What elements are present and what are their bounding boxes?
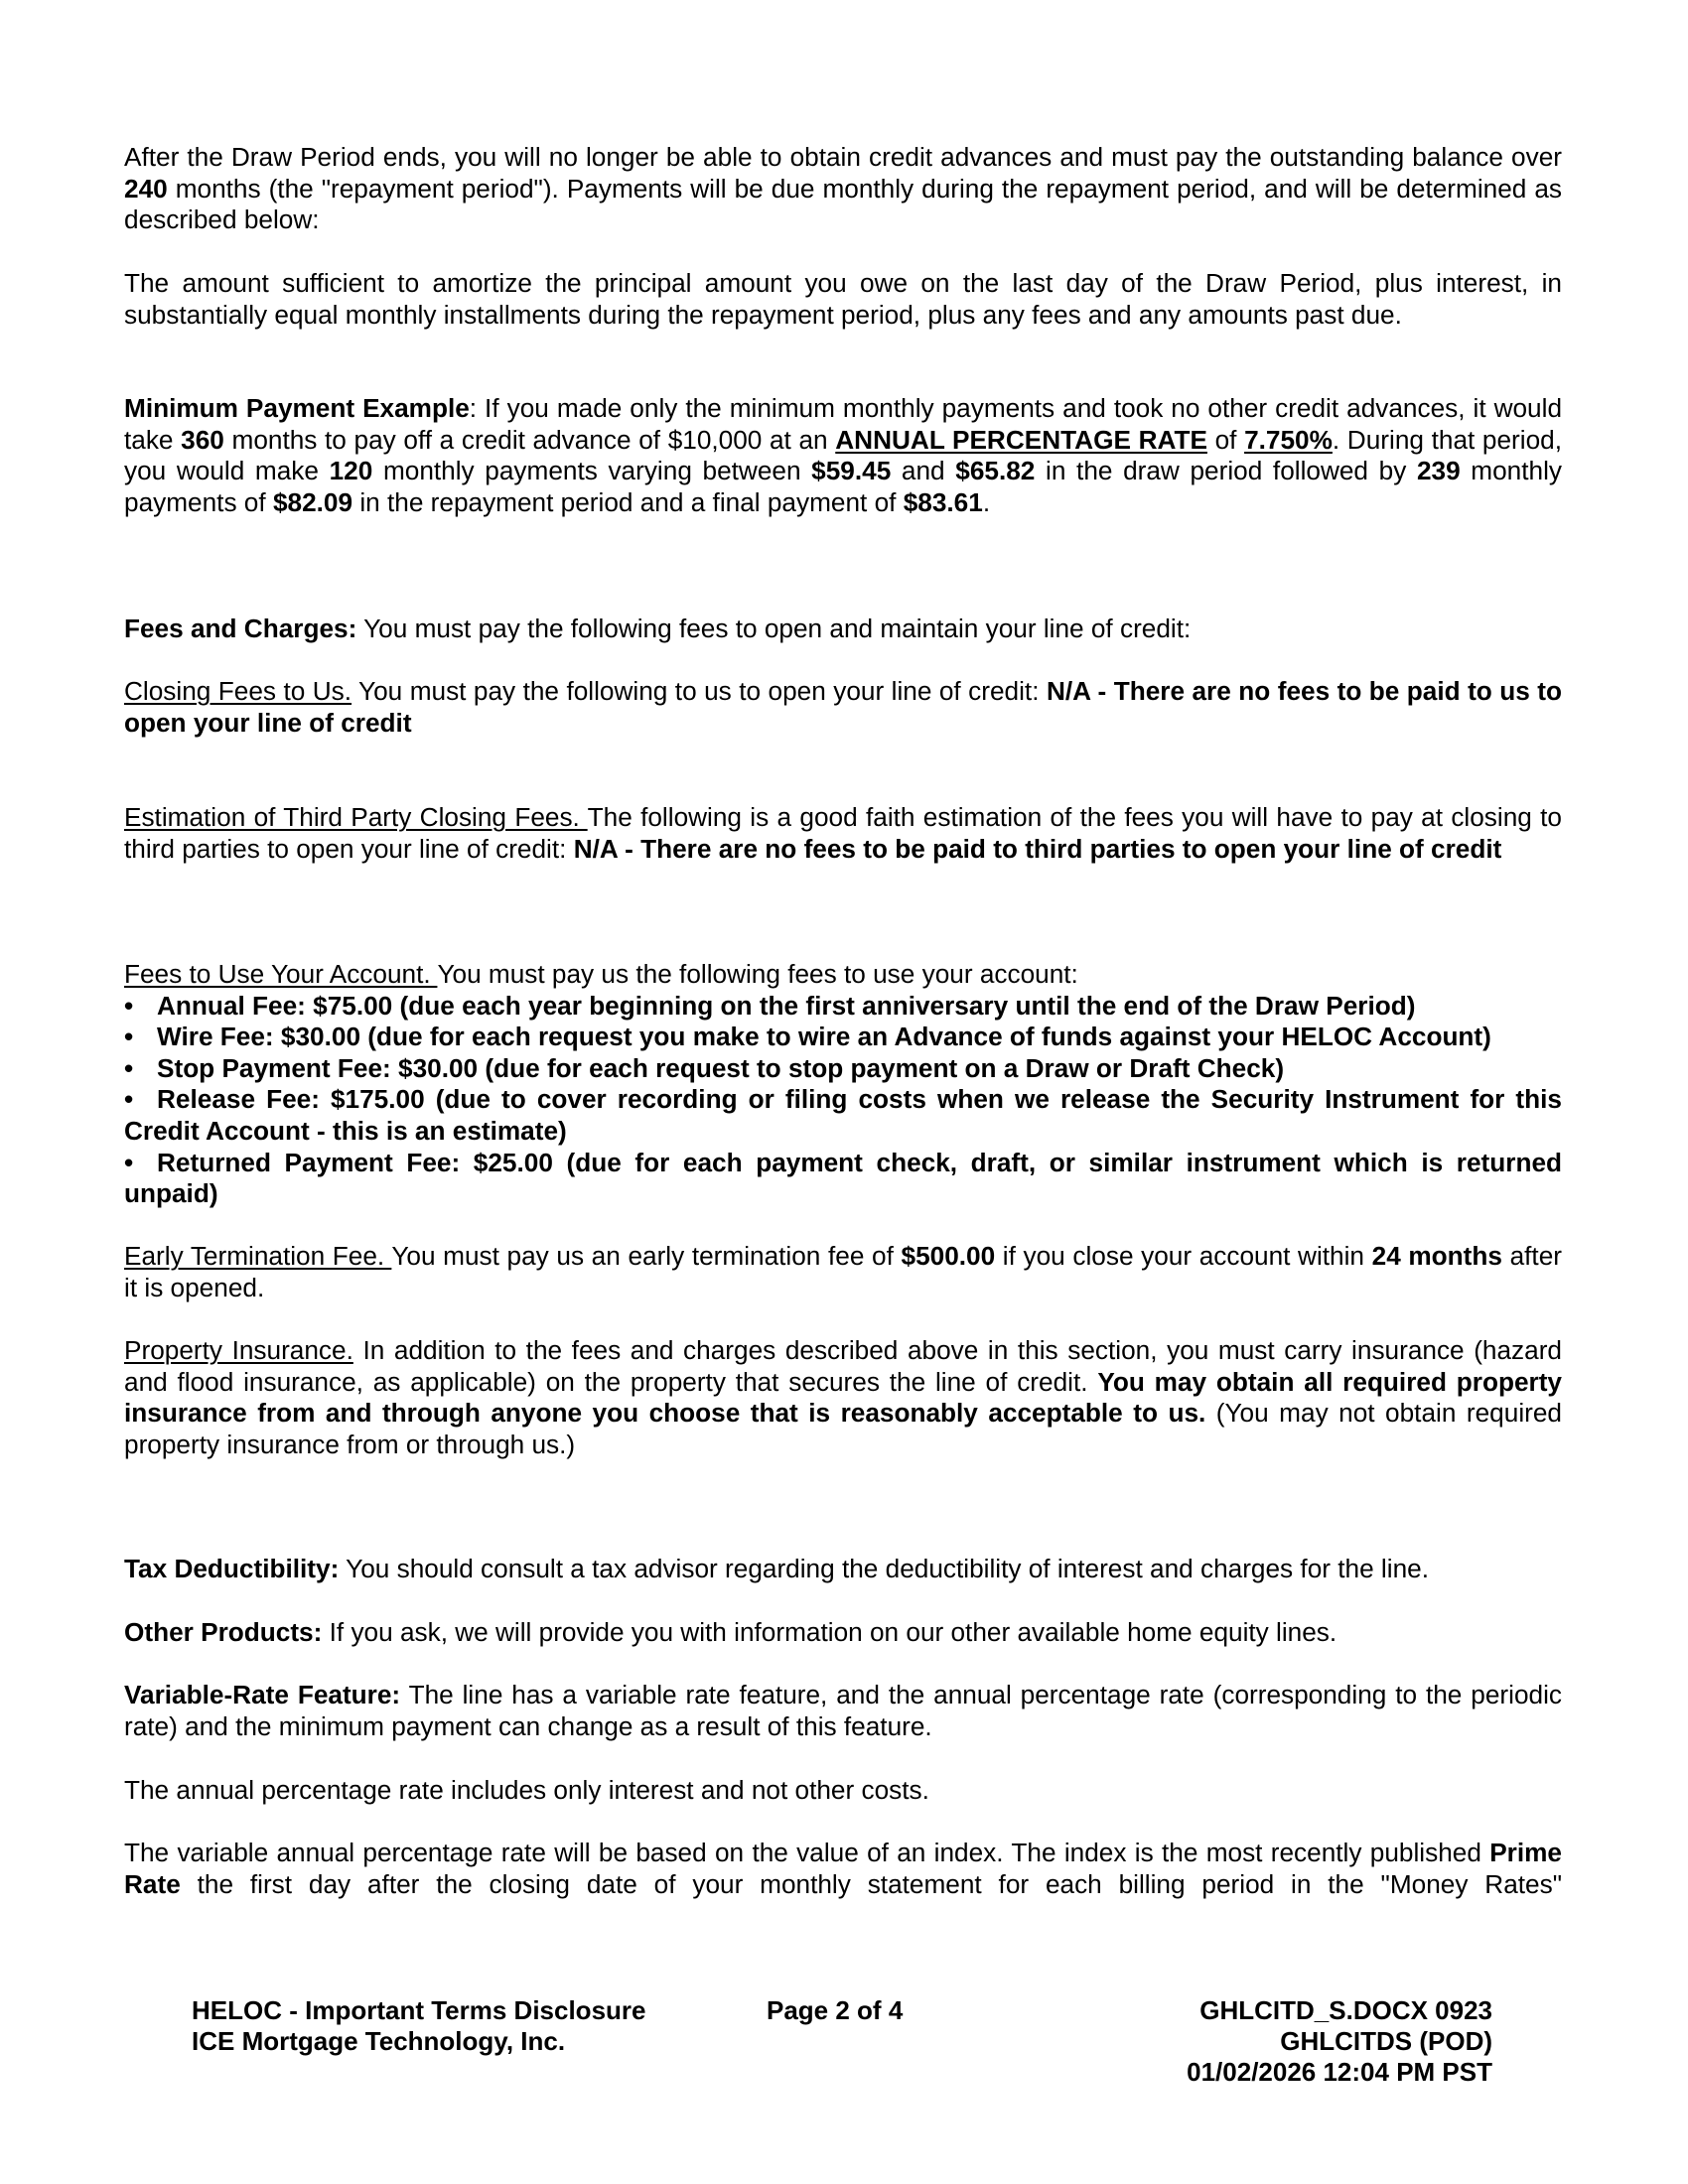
bullet-icon: • [124,1052,134,1083]
repayment-text-cont: months (the "repayment period"). Payments will be due monthly during the repayment period, and will be determined as described below: [124,173,1562,235]
footer-doc-code: GHLCITD_S.DOCX 0923 [1199,1995,1492,2025]
apr-label: ANNUAL PERCENTAGE RATE [835,424,1207,455]
bullet-icon: • [124,1084,134,1115]
third-party-fees-label: Estimation of Third Party Closing Fees. [124,802,588,832]
other-products-heading: Other Products: [124,1617,323,1647]
payment-low: $59.45 [811,456,892,486]
footer-document-title: HELOC - Important Terms Disclosure [192,1995,646,2025]
fees-heading: Fees and Charges: [124,614,357,643]
fee-item-annual [124,991,1562,1023]
closing-fees-label: Closing Fees to Us. [124,676,352,706]
amortize-paragraph [124,268,1562,331]
text: the first day after the closing date of your monthly statement for each billing period in the "Money Rates" [180,1868,1562,1899]
fees-to-use-account [124,959,1562,1210]
text: : If you made only the minimum monthly payments and took no other credit advances, it would take [124,393,1563,455]
text: after it is opened. [124,1241,1562,1302]
fee-item-text: Release Fee: $175.00 (due to cover recording or filing costs when we release the Security Instrument for this Credit Account - this is an estimate) [124,1084,1562,1146]
fee-item-stop-payment [124,1053,1562,1085]
text: In addition to the fees and charges described above in this section, you must carry insurance (hazard and flood insurance, as applicable) on the property that secures the line of credit. [124,1335,1562,1397]
repay-payment-count: 239 [1416,456,1461,486]
footer-center [767,1995,903,2026]
property-insurance-label: Property Insurance. [124,1335,353,1365]
text: if you close your account within [995,1241,1372,1271]
fee-item-wire [124,1022,1562,1053]
repayment-months: 240 [124,173,168,204]
text: . During that period, you would make [124,424,1562,486]
apr-includes-text: The annual percentage rate includes only interest and not other costs. [124,1775,929,1805]
fee-item-release [124,1084,1562,1147]
closing-fees-paragraph [124,676,1562,739]
text: The line has a variable rate feature, and the annual percentage rate (corresponding to the periodic rate) and the minimum payment can change as a result of this feature. [124,1680,1562,1741]
fee-item-text: Returned Payment Fee: $25.00 (due for each payment check, draft, or similar instrument which is returned unpaid) [124,1147,1562,1209]
text: The following is a good faith estimation of the fees you will have to pay at closing to third parties to open your line of credit: [124,802,1562,864]
payment-high: $65.82 [955,456,1036,486]
index-paragraph [124,1838,1562,1900]
text: monthly payments varying between [372,456,812,486]
third-party-fees-paragraph [124,802,1562,865]
variable-rate-paragraph [124,1680,1562,1742]
text: and [891,456,956,486]
index-name: Prime Rate [124,1838,1562,1899]
tax-deductibility-heading: Tax Deductibility: [124,1554,340,1583]
text: in the draw period followed by [1035,456,1417,486]
fee-item-text: Wire Fee: $30.00 (due for each request you make to wire an Advance of funds against your HELOC Account) [157,1022,1491,1052]
bullet-icon: • [124,990,134,1021]
property-insurance-paragraph [124,1335,1562,1460]
text: of [1206,424,1245,455]
footer-company: ICE Mortgage Technology, Inc. [192,2026,566,2056]
early-termination-paragraph [124,1241,1562,1303]
repayment-text: After the Draw Period ends, you will no longer be able to obtain credit advances and must pay the outstanding balance over [124,142,1562,172]
fees-intro: You must pay the following fees to open and maintain your line of credit: [356,614,1192,643]
minimum-payment-example [124,393,1562,518]
bullet-icon: • [124,1147,134,1177]
amortize-text: The amount sufficient to amortize the principal amount you owe on the last day of the Draw Period, plus interest, in substantially equal monthly installments during the repayment period, plus any fees and any amounts past due. [124,268,1562,330]
draw-payment-count: 120 [329,456,373,486]
tax-deductibility-paragraph [124,1554,1562,1585]
apr-includes-paragraph [124,1775,1562,1807]
footer-right [1187,1995,1492,2088]
early-termination-period: 24 months [1371,1241,1502,1271]
text: (You may not obtain required property insurance from or through us.) [124,1398,1562,1459]
apr-value: 7.750% [1244,424,1333,455]
text: The variable annual percentage rate will be based on the value of an index. The index is the most recently published [124,1838,1490,1867]
variable-rate-heading: Variable-Rate Feature: [124,1680,401,1709]
text: You must pay the following to us to open your line of credit: [352,676,1047,706]
repay-payment-amount: $82.09 [272,486,353,517]
repayment-period-paragraph [124,142,1562,236]
third-party-fees-value: N/A - There are no fees to be paid to third parties to open your line of credit [573,833,1502,864]
other-products-paragraph [124,1617,1562,1649]
footer-left [192,1995,646,2057]
text: months to pay off a credit advance of $10,000 at an [223,424,836,455]
insurance-choice-statement: You may obtain all required property insurance from and through anyone you choose that is reasonably acceptable to us. [124,1366,1562,1429]
fee-item-returned-payment [124,1148,1562,1210]
text: monthly payments of [124,456,1562,517]
text: . [982,486,991,517]
bullet-icon: • [124,1022,134,1052]
footer-timestamp: 01/02/2026 12:04 PM PST [1187,2057,1492,2087]
fee-item-text: Annual Fee: $75.00 (due each year beginning on the first anniversary until the end of the Draw Period) [157,990,1416,1021]
early-termination-label: Early Termination Fee. [124,1241,392,1271]
page-number: Page 2 of 4 [767,1995,904,2025]
closing-fees-value: N/A - There are no fees to be paid to us to open your line of credit [124,676,1562,738]
minimum-payment-heading: Minimum Payment Example [124,393,470,423]
fees-to-use-label: Fees to Use Your Account. [124,959,438,989]
fees-and-charges-intro [124,614,1562,645]
final-payment: $83.61 [903,486,983,517]
text: in the repayment period and a final payment of [352,486,904,517]
early-termination-amount: $500.00 [901,1241,996,1271]
text: If you ask, we will provide you with information on our other available home equity lines. [322,1617,1337,1647]
text: You must pay us the following fees to use your account: [437,959,1078,989]
payoff-months: 360 [181,424,224,455]
text: You must pay us an early termination fee of [391,1241,902,1271]
footer-form-code: GHLCITDS (POD) [1280,2026,1492,2056]
fee-item-text: Stop Payment Fee: $30.00 (due for each request to stop payment on a Draw or Draft Check) [157,1052,1285,1083]
text: You should consult a tax advisor regarding the deductibility of interest and charges for the line. [339,1554,1429,1583]
